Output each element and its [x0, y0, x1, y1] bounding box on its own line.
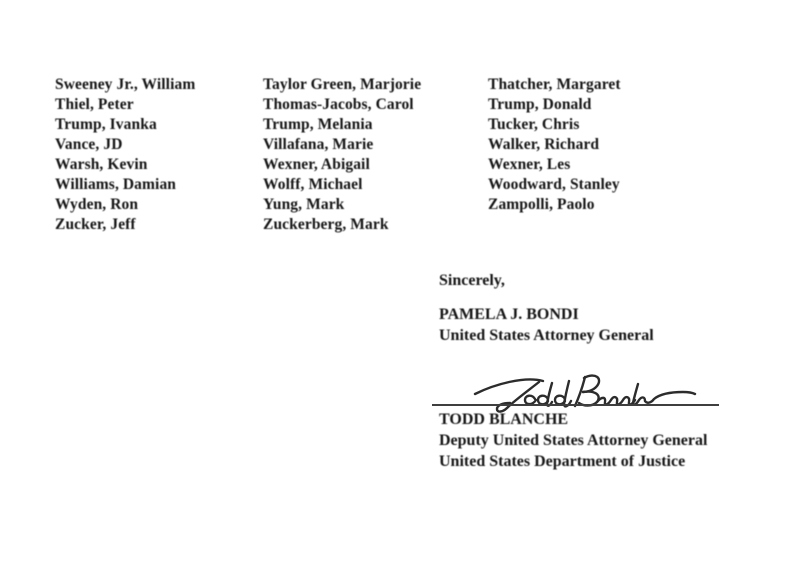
- name-list-item: Woodward, Stanley: [488, 176, 620, 193]
- name-column-2: [263, 75, 421, 235]
- name-list-item: Vance, JD: [55, 136, 123, 153]
- name-column-1: [55, 75, 195, 235]
- name-list-item: Wolff, Michael: [263, 176, 363, 193]
- name-list-item: Thatcher, Margaret: [488, 76, 621, 93]
- name-list-item: Walker, Richard: [488, 136, 600, 153]
- name-column-3: [488, 75, 621, 215]
- name-list-item: Williams, Damian: [55, 176, 177, 193]
- name-list-item: Trump, Melania: [263, 116, 373, 133]
- name-list-item: Zuckerberg, Mark: [263, 216, 389, 233]
- signatory-bondi-name: PAMELA J. BONDI: [439, 306, 579, 323]
- name-list-item: Thiel, Peter: [55, 96, 134, 113]
- signatory-blanche-title: Deputy United States Attorney General: [439, 432, 708, 449]
- name-list-item: Sweeney Jr., William: [55, 76, 196, 93]
- signature-line: [432, 404, 719, 406]
- name-list-item: Villafana, Marie: [263, 136, 374, 153]
- name-list-item: Trump, Ivanka: [55, 116, 157, 133]
- name-list-item: Zucker, Jeff: [55, 216, 136, 233]
- signatory-blanche-name: TODD BLANCHE: [439, 411, 569, 428]
- signatory-bondi-title: United States Attorney General: [439, 327, 654, 344]
- name-list-item: Wexner, Les: [488, 156, 571, 173]
- name-list-item: Wexner, Abigail: [263, 156, 370, 173]
- name-list-item: Thomas-Jacobs, Carol: [263, 96, 414, 113]
- signatory-blanche-org: United States Department of Justice: [439, 453, 686, 470]
- name-list-item: Warsh, Kevin: [55, 156, 148, 173]
- handwritten-signature-todd-blanche: [455, 370, 715, 415]
- name-list-item: Taylor Green, Marjorie: [263, 76, 422, 93]
- name-list-item: Yung, Mark: [263, 196, 345, 213]
- name-list-item: Zampolli, Paolo: [488, 196, 595, 213]
- name-list-item: Trump, Donald: [488, 96, 592, 113]
- name-list-item: Tucker, Chris: [488, 116, 580, 133]
- closing-salutation: Sincerely,: [439, 272, 505, 289]
- name-list-item: Wyden, Ron: [55, 196, 139, 213]
